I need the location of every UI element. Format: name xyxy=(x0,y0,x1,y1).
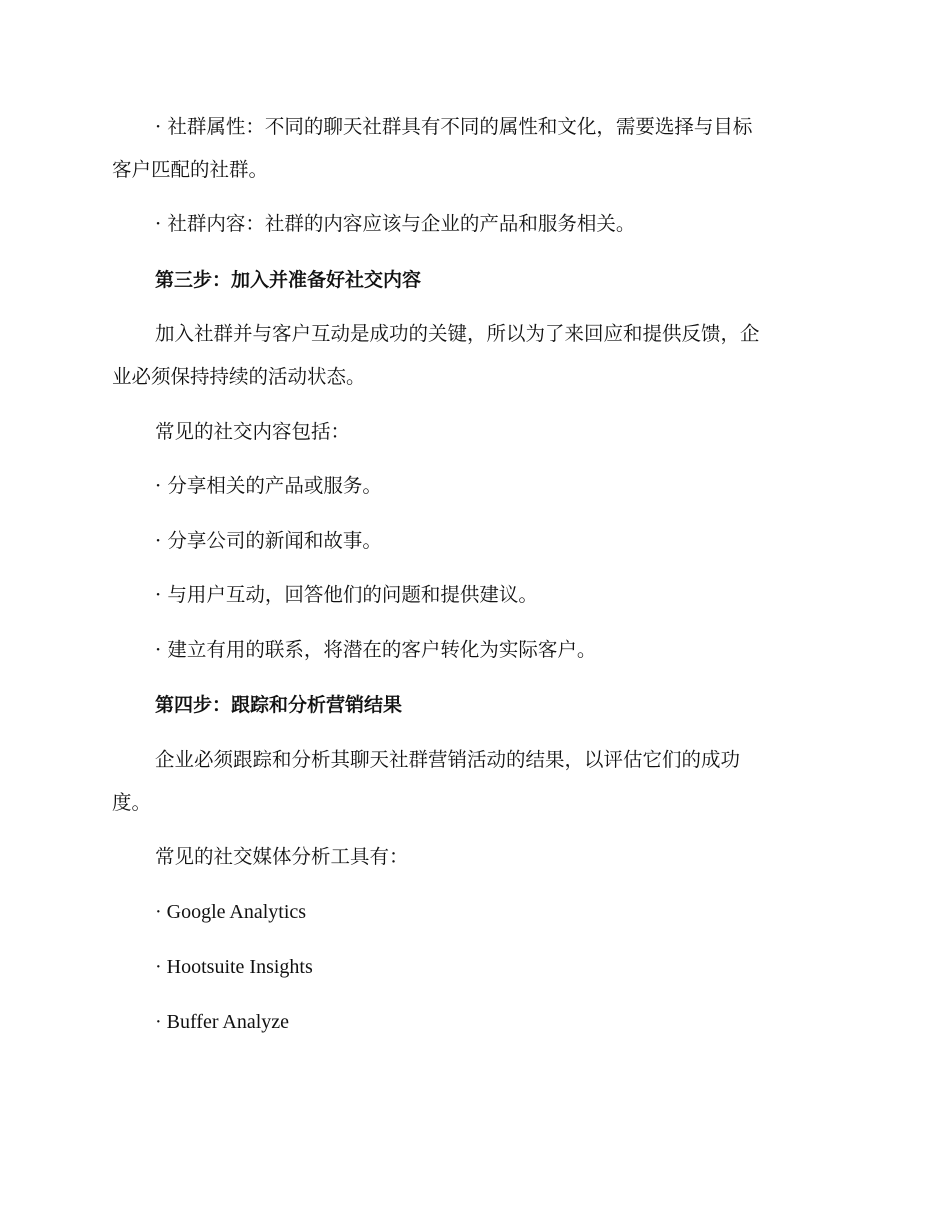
paragraph-community-attributes-line-1: · 社群属性：不同的聊天社群具有不同的属性和文化，需要选择与目标 xyxy=(155,115,753,138)
heading-step-three: 第三步：加入并准备好社交内容 xyxy=(155,269,422,291)
list-item-share-news: · 分享公司的新闻和故事。 xyxy=(155,529,382,552)
paragraph-track-results-line-2: 度。 xyxy=(112,791,152,814)
paragraph-community-attributes-line-2: 客户匹配的社群。 xyxy=(112,158,269,181)
list-item-buffer-analyze: · Buffer Analyze xyxy=(155,1011,290,1033)
list-item-share-products: · 分享相关的产品或服务。 xyxy=(155,474,382,497)
list-item-build-connections: · 建立有用的联系，将潜在的客户转化为实际客户。 xyxy=(155,638,597,661)
list-item-interact-users: · 与用户互动，回答他们的问题和提供建议。 xyxy=(155,583,538,606)
paragraph-analysis-tools-intro: 常见的社交媒体分析工具有： xyxy=(155,845,409,868)
paragraph-common-content-intro: 常见的社交内容包括： xyxy=(155,420,351,443)
list-item-google-analytics: · Google Analytics xyxy=(155,901,307,923)
heading-step-four: 第四步：跟踪和分析营销结果 xyxy=(155,694,403,716)
paragraph-community-content: · 社群内容：社群的内容应该与企业的产品和服务相关。 xyxy=(155,212,636,235)
list-item-hootsuite-insights: · Hootsuite Insights xyxy=(155,956,313,978)
paragraph-join-community-line-1: 加入社群并与客户互动是成功的关键，所以为了来回应和提供反馈，企 xyxy=(155,322,760,345)
paragraph-track-results-line-1: 企业必须跟踪和分析其聊天社群营销活动的结果，以评估它们的成功 xyxy=(155,748,741,771)
paragraph-join-community-line-2: 业必须保持持续的活动状态。 xyxy=(112,365,366,388)
